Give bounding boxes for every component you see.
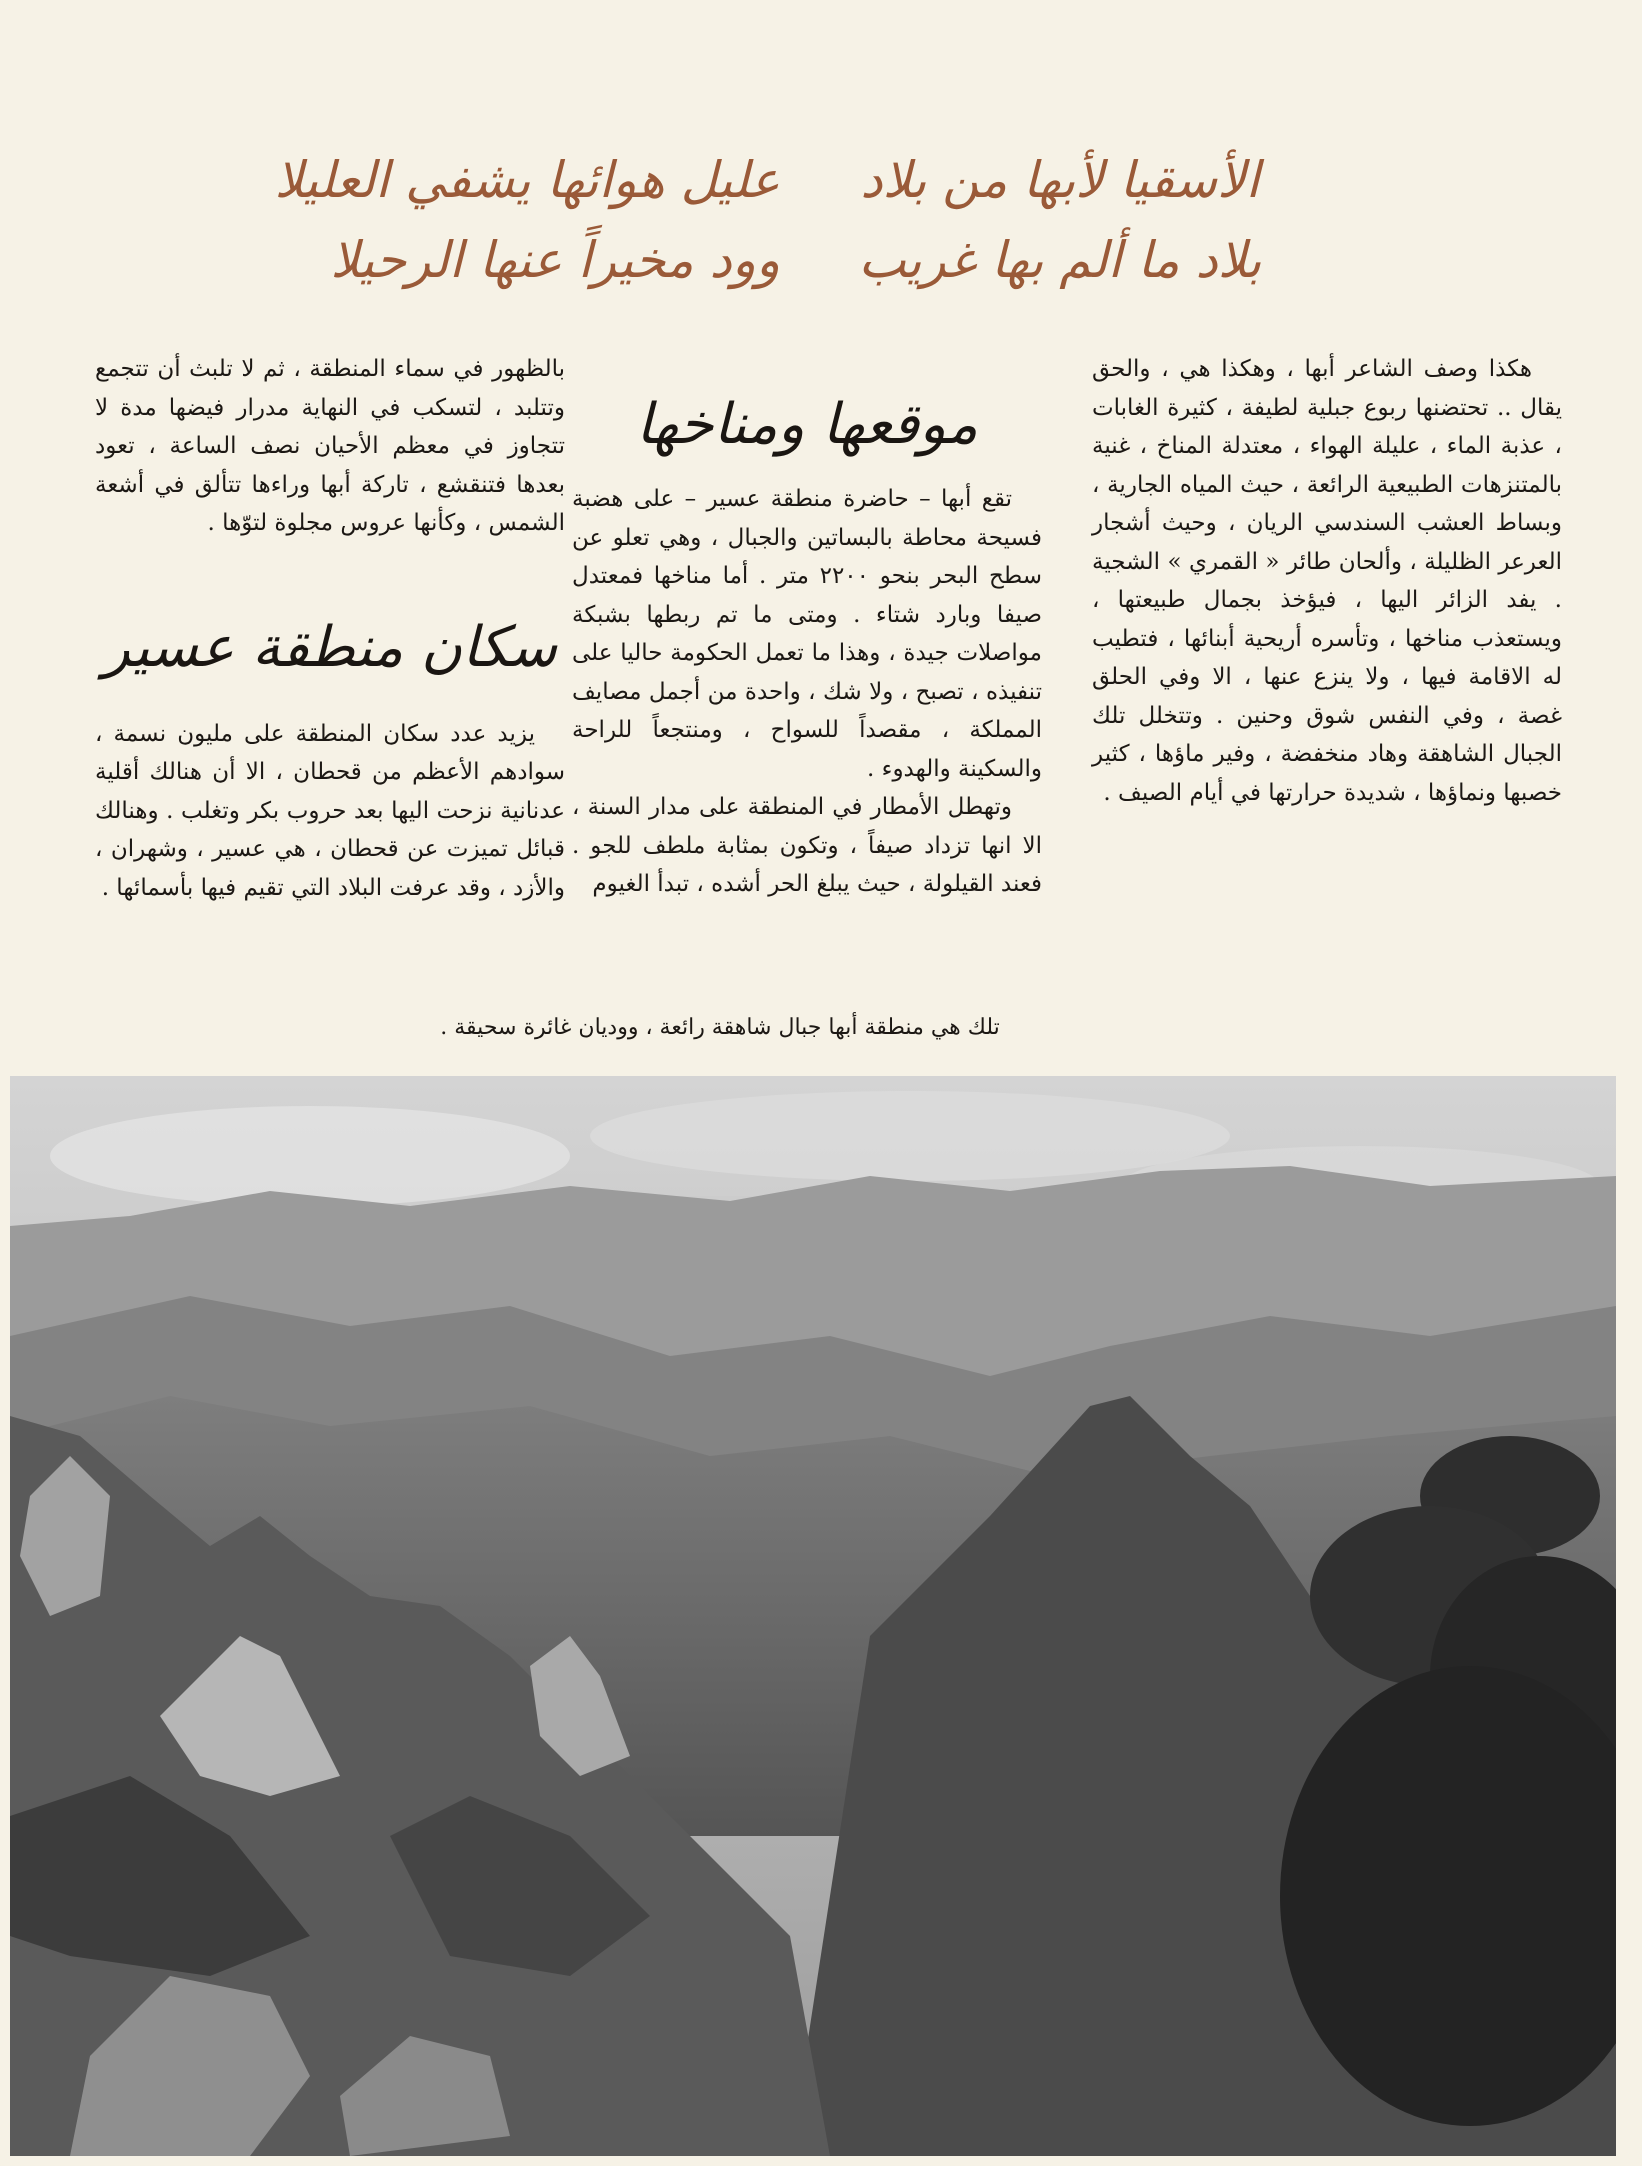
mountain-landscape-photo bbox=[10, 1076, 1616, 2156]
photo-caption: تلك هي منطقة أبها جبال شاهقة رائعة ، ووديان غائرة سحيقة . bbox=[440, 1015, 1000, 1040]
body-paragraph: بالظهور في سماء المنطقة ، ثم لا تلبث أن تتجمع وتتلبد ، لتسكب في النهاية مدرار فيضها مدة لا تتجاوز في معظم الأحيان نصف الساعة ، تعود بعدها فتنقشع ، تاركة أبها وراءها تتألق في أشعة الشمس ، وكأنها عروس مجلوة لتوّها . bbox=[95, 356, 565, 536]
poem-header bbox=[274, 140, 1280, 320]
poem-hemistich: الأسقيا لأبها من بلاد bbox=[860, 151, 1260, 209]
body-paragraph: وتهطل الأمطار في المنطقة على مدار السنة ، الا انها تزداد صيفاً ، وتكون بمثابة ملطف للجو . فعند القيلولة ، حيث يبلغ الحر أشده ، تبدأ الغيوم bbox=[572, 794, 1042, 897]
poem-hemistich: بلاد ما ألم بها غريب bbox=[858, 231, 1262, 289]
poem-hemistich: عليل هوائها يشفي العليلا bbox=[274, 151, 780, 209]
body-paragraph: يزيد عدد سكان المنطقة على مليون نسمة ، سوادهم الأعظم من قحطان ، الا أن هنالك أقلية عدنانية نزحت اليها بعد حروب بكر وتغلب . وهنالك قبائل تميزت عن قحطان ، هي عسير ، وشهران ، والأزد ، وقد عرفت البلاد التي تقيم فيها بأسمائها . bbox=[95, 720, 565, 901]
section-heading-population: سكان منطقة عسير bbox=[103, 614, 557, 680]
article-column-middle bbox=[572, 380, 1042, 904]
poem-verse-left bbox=[274, 140, 780, 300]
mountain-landscape-icon bbox=[10, 1076, 1616, 2156]
poem-hemistich: وود مخيراً عنها الرحيلا bbox=[330, 231, 780, 289]
article-column-left bbox=[95, 350, 565, 907]
body-paragraph: تقع أبها – حاضرة منطقة عسير – على هضبة فسيحة محاطة بالبساتين والجبال ، وهي تعلو عن سطح البحر بنحو ٢٢٠٠ متر . أما مناخها فمعتدل صيفا وبارد شتاء . ومتى ما تم ربطها بشبكة مواصلات جيدة ، وهذا ما تعمل الحكومة حاليا على تنفيذه ، تصبح ، ولا شك ، واحدة من أجمل مصايف المملكة ، مقصداً للسواح ، ومنتجعاً للراحة والسكينة والهدوء . bbox=[572, 486, 1042, 782]
poem-verse-right bbox=[840, 140, 1280, 300]
section-heading-location-climate: موقعها ومناخها bbox=[636, 392, 978, 457]
body-paragraph: هكذا وصف الشاعر أبها ، وهكذا هي ، والحق يقال .. تحتضنها ربوع جبلية لطيفة ، كثيرة الغابات ، عذبة الماء ، عليلة الهواء ، معتدلة المناخ ، غنية بالمتنزهات الطبيعية الرائعة ، حيث المياه الجارية ، وبساط العشب السندسي الريان ، وحيث أشجار العرعر الظليلة ، وألحان طائر « القمري » الشجية . يفد الزائر اليها ، فيؤخذ بجمال طبيعتها ، ويستعذب مناخها ، وتأسره أريحية أبنائها ، فتطيب له الاقامة فيها ، ولا ينزع عنها ، الا وفي الحلق غصة ، وفي النفس شوق وحنين . وتتخلل تلك الجبال الشاهقة وهاد منخفضة ، وفير ماؤها ، كثير خصبها ونماؤها ، شديدة حرارتها في أيام الصيف . bbox=[1092, 356, 1562, 806]
article-column-right bbox=[1092, 350, 1562, 812]
